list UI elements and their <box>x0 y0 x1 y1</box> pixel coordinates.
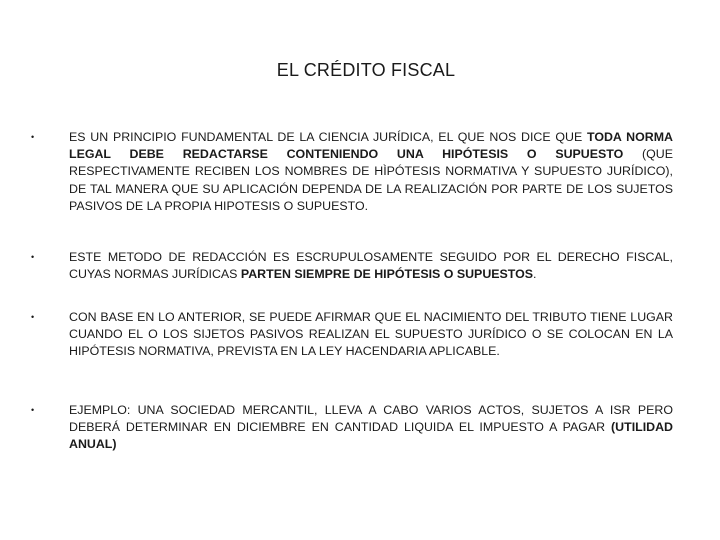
emphasis-text: TODA NORMA LEGAL DEBE REDACTARSE CONTENIENDO UNA HIPÓTESIS O SUPUESTO <box>69 130 673 162</box>
paragraph-text: EJEMPLO: UNA SOCIEDAD MERCANTIL, LLEVA A CABO VARIOS ACTOS, SUJETOS A ISR PERO DEBERÁ DETERMINAR EN DICIEMBRE EN CANTIDAD LIQUIDA EL IMPUESTO A PAGAR <box>69 403 673 435</box>
paragraph-text: . <box>533 267 537 282</box>
paragraph <box>69 309 673 361</box>
paragraph-text: (QUE RESPECTIVAMENTE RECIBEN LOS NOMBRES DE HÌPÓTESIS NORMATIVA Y SUPUESTO JURÍDICO), DE TAL MANERA QUE SU APLICACIÓN DEPENDA DE LA REALIZACIÓN POR PARTE DE LOS SUJETOS PASIVOS DE LA PROPIA HIPOTESIS O SUPUESTO. <box>69 147 674 213</box>
bullet-icon: • <box>31 405 35 415</box>
paragraph-text: ESTE METODO DE REDACCIÓN ES ESCRUPULOSAMENTE SEGUIDO POR EL DERECHO FISCAL, CUYAS NORMAS JURÍDICAS <box>69 250 673 282</box>
paragraph <box>69 249 673 283</box>
paragraph-text: CON BASE EN LO ANTERIOR, SE PUEDE AFIRMAR QUE EL NACIMIENTO DEL TRIBUTO TIENE LUGAR CUANDO EL O LOS SIJETOS PASIVOS REALIZAN EL SUPUESTO JURÍDICO O SE COLOCAN EN LA HIPÓTESIS NORMATIVA, PREVISTA EN LA LEY HACENDARIA APLICABLE. <box>69 310 673 359</box>
page-title: EL CRÉDITO FISCAL <box>276 60 456 80</box>
paragraph-text: ES UN PRINCIPIO FUNDAMENTAL DE LA CIENCIA JURÍDICA, EL QUE NOS DICE QUE <box>69 130 587 144</box>
emphasis-text: (UTILIDAD ANUAL) <box>69 420 673 452</box>
paragraph <box>69 129 673 215</box>
paragraph <box>69 402 673 454</box>
bullet-icon: • <box>31 312 35 322</box>
bullet-icon: • <box>31 252 35 262</box>
emphasis-text: PARTEN SIEMPRE DE HIPÓTESIS O SUPUESTOS <box>240 267 534 282</box>
bullet-icon: • <box>31 132 35 142</box>
